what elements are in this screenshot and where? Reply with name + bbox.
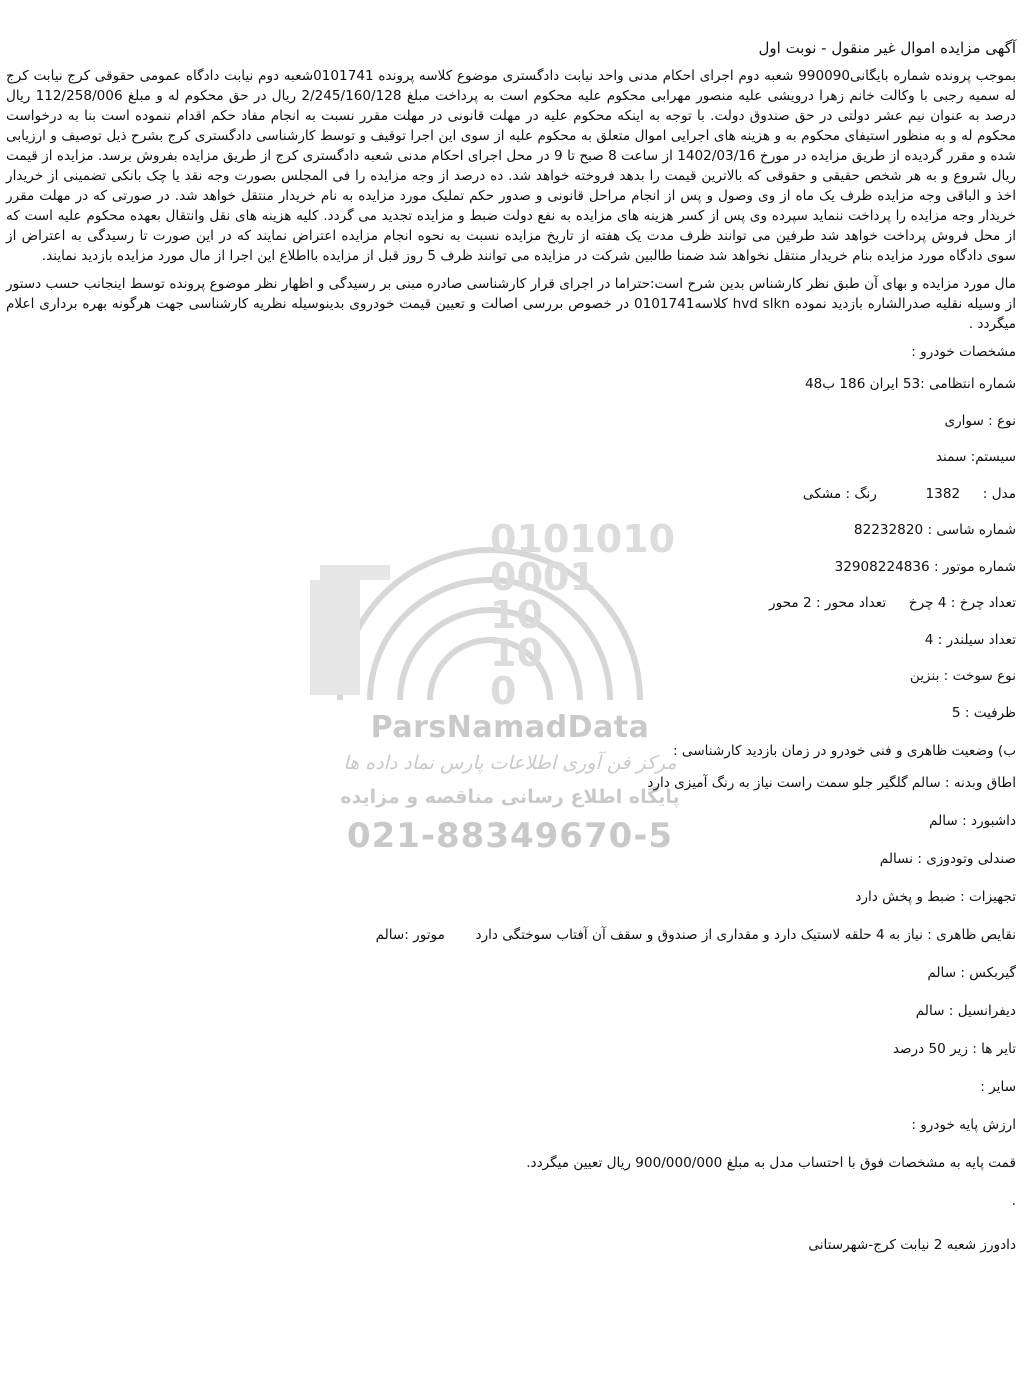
spec-chassis: شماره شاسی : 82232820 — [853, 522, 1016, 538]
spec-model-value: 1382 — [925, 485, 961, 502]
spec-plate: شماره انتظامی :53 ایران 186 ب48 — [804, 376, 1016, 392]
condition-differential: دیفرانسیل : سالم — [915, 1002, 1016, 1019]
signature: دادورز شعبه 2 نیابت کرج-شهرستانی — [808, 1236, 1016, 1253]
watermark-digits: 0101010 0001 10 10 0 — [490, 517, 676, 713]
trailing-dot: . — [1011, 1192, 1016, 1209]
notice-paragraph-1: بموجب پرونده شماره بایگانی990090 شعبه دوم اجرای احکام مدنی واحد نیابت دادگستری موضوع کلاسه پرونده 0101741شعبه دوم نیابت دادگاه عمومی حقوقی کرج نیابت کرج له سمیه رجبی با وکالت خانم زهرا درویشی علیه منصور مهرابی محکوم علیه محکوم است به پرداخت مبلغ 2/245/160/128 ریال در حق محکوم له و مبلغ 112/258/006 ریال درصد به عنوان نیم عشر دولتی در حق صندوق دولت. با توجه به اینکه محکوم علیه در مهلت قانونی در مهلت مقرر نسبت به انجام مفاد حکم اقدام ننموده است بنا به درخواست محکوم له و به منظور استیفای محکوم به و هزینه های اجرایی اموال متعلق به محکوم علیه از سوی این اجرا توقیف و توسط کارشناسی دادگستری کرج بشرح ذیل توصیف و ارزیابی شده و مقرر گردیده از طریق مزایده در مورخ 1402/03/16 از ساعت 8 صبح تا 9 در محل اجرای احکام مدنی شعبه دادگستری کرج از طریق مزایده بفروش برسد. مزایده از قیمت ریال شروع و به هر شخص حقیقی و حقوقی که بالاترین قیمت را بدهد فروخته خواهد شد. ده درصد از وجه مزایده را فی المجلس بصورت وجه نقد یا چک بانکی تضمینی از خریدار اخذ و الباقی وجه مزایده ظرف یک ماه از وی وصول و پس از انجام مراحل قانونی و صدور حکم تملیک مورد مزایده به نام خریدار منتقل خواهد شد. در صورتی که در مهلت مقرر خریدار وجه مزایده را پرداخت ننماید سپرده وی پس از کسر هزینه های مزایده به نفع دولت ضبط و مزایده تجدید می گردد. کلیه هزینه های نقل وانتقال بعهده محکوم علیه است که از محل فروش پرداخت خواهد شد طرفین می توانند ظرف مدت یک هفته از تاریخ مزایده نسبت به نحوه انجام مزایده اعتراض نمایند که در این صورت تا رسیدگی به اعتراض از سوی دادگاه مورد مزایده بنام خریدار منتقل نخواهد شد ضمنا طالبین شرکت در مزایده می توانند ظرف 5 روز قبل از مزایده بااطلاع این اجرا از مال مورد مزایده بازدید نمایند. — [6, 68, 1016, 264]
condition-defects: نقایص ظاهری : نیاز به 4 حلقه لاستیک دارد و مقداری از صندوق و سقف آن آفتاب سوختگی دارد — [475, 926, 1016, 943]
notice-content — [6, 38, 1016, 1255]
notice-title: آگهی مزایده اموال غیر منقول - نوبت اول — [758, 39, 1016, 57]
spec-system: سیستم: سمند — [935, 449, 1016, 465]
watermark-brand: ParsNamadData — [370, 710, 650, 745]
spec-wheels: تعداد چرخ : 4 چرخ — [908, 595, 1016, 611]
condition-title: ب) وضعیت ظاهری و فنی خودرو در زمان بازدید کارشناسی : — [673, 742, 1016, 759]
condition-tires: تایر ها : زیر 50 درصد — [892, 1040, 1016, 1057]
notice-paragraph-2: مال مورد مزایده و بهای آن طبق نظر کارشناس بدین شرح است:حتراما در اجرای قرار کارشناسی صادره مبنی بر رسیدگی و اظهار نظر موضوع پرونده توسط اینجانب حسب دستور از وسیله نقلیه صدرالشاره بازدید نموده hvd slkn کلاسه0101741 در خصوص بررسی اصالت و تعیین قیمت خودروی بدینوسیله نظریه کارشناسی جهت هرگونه بهره برداری اعلام میگردد . — [6, 276, 1017, 332]
condition-body: اطاق وبدنه : سالم گلگیر جلو سمت راست نیاز به رنگ آمیزی دارد — [647, 774, 1016, 791]
watermark-line-1: مرکز فن آوری اطلاعات پارس نماد داده ها — [343, 752, 677, 774]
watermark-phone: 021-88349670-5 — [346, 816, 674, 856]
spec-model-row — [6, 484, 1016, 504]
value-title: ارزش پایه خودرو : — [911, 1116, 1016, 1133]
condition-equipment: تجهیزات : ضبط و پخش دارد — [855, 888, 1016, 905]
specs-title: مشخصات خودرو : — [911, 344, 1016, 360]
spec-fuel: نوع سوخت : بنزین — [909, 668, 1016, 684]
condition-seats: صندلی وتودوزی : نسالم — [879, 850, 1016, 867]
condition-gearbox: گیربکس : سالم — [927, 964, 1016, 981]
spec-axles: تعداد محور : 2 محور — [769, 595, 887, 611]
base-price: قمت پایه به مشخصات فوق با احتساب مدل به مبلغ 900/000/000 ریال تعیین میگردد. — [526, 1154, 1016, 1171]
spec-type: نوع : سواری — [944, 412, 1016, 429]
condition-dashboard: داشبورد : سالم — [929, 812, 1016, 829]
spec-capacity: ظرفیت : 5 — [951, 704, 1016, 721]
condition-motor: موتور :سالم — [375, 926, 445, 943]
condition-defects-row — [6, 925, 1016, 945]
spec-engine: شماره موتور : 32908224836 — [834, 558, 1016, 575]
spec-model-label: مدل : — [982, 485, 1016, 502]
watermark-line-2: پایگاه اطلاع رسانی مناقصه و مزایده — [340, 786, 680, 808]
spec-color: رنگ : مشکی — [802, 485, 877, 502]
spec-wheels-row — [6, 593, 1016, 613]
spec-cylinders: تعداد سیلندر : 4 — [924, 631, 1016, 648]
condition-other: سایر : — [980, 1078, 1016, 1095]
